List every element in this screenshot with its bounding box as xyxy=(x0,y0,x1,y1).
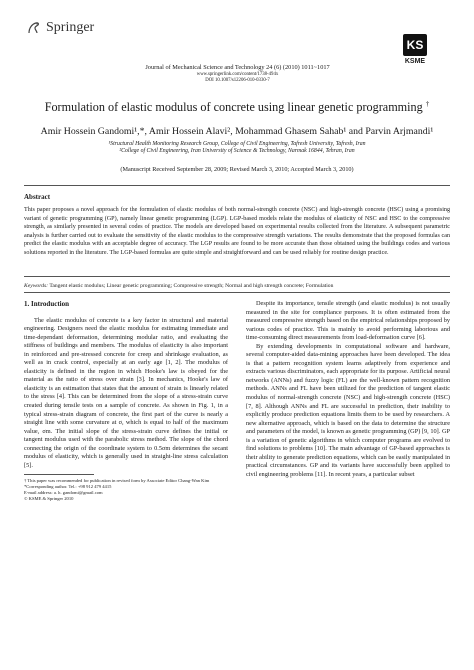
abstract-heading: Abstract xyxy=(24,193,51,201)
right-column xyxy=(246,300,450,479)
society-logo xyxy=(400,34,430,65)
paper-title-text: Formulation of elastic modulus of concrete using linear genetic programming xyxy=(44,100,423,115)
publisher-logo xyxy=(26,20,94,36)
journal-line: Journal of Mechanical Science and Technology 24 (6) (2010) 1011~1017 xyxy=(145,64,330,71)
left-column xyxy=(24,292,228,502)
keywords-label: Keywords: xyxy=(24,283,49,289)
journal-info xyxy=(110,64,365,84)
springer-horse-icon xyxy=(26,20,42,36)
paper-title xyxy=(20,97,454,115)
intro-paragraph-1: The elastic modulus of concrete is a key factor in structural and material engineering. Designers need the elastic modulus for estimating immediate and time-dependant deformation, determining modular ratio, and evaluating the stiffness of buildings and members. The modulus of elasticity is also important in reinforced and pre-stressed concrete for creep and shrinkage evaluation, as well as in crack control, especially at an early age [1, 2]. The modulus of elasticity is defined in the region in which Hooke's law is obeyed for the material as the ratio of stress over strain [3]. In mechanics, Hooke's law of elasticity is an estimation that states that the amount of strain is linearly related to the stress [4]. This can be determined from the slope of a stress-strain curve created during tensile tests on a sample of concrete. As shown in Fig. 1, in a typical stress-strain diagram of concrete, the first part of the curve is nearly a straight line with some curvature at σ, which is equal to half of the maximum value, σm. The initial slope of the stress-strain curve defines the initial or tangent modulus used with the parabolic stress method. The slope of the chord connecting the origin of the coordinate system to 0.5σm determines the secant modulus of elasticity, which is generally used in straight-line stress calculation [5]. xyxy=(24,316,228,469)
intro-paragraph-2: Despite its importance, tensile strength (and elastic modulus) is not usually measured in the site for compliance purposes. It is often estimated from the measured compressive strength based on the empirical relationships proposed by various codes of practice. This is mainly to avoid performing laborious and time-consuming direct measurements from load-deformation curve [6]. xyxy=(246,300,450,342)
footnote-email: E-mail address: a. h. gandomi@gmail.com xyxy=(24,490,103,496)
footnote-recommendation: † This paper was recommended for publication in revised form by Associate Editor Chang-Wan Kim xyxy=(24,478,210,484)
footnote-corresponding: *Corresponding author. Tel.: +98 912 479 4415 xyxy=(24,484,112,490)
page-header xyxy=(0,0,474,83)
publisher-name: Springer xyxy=(46,20,95,35)
divider-top xyxy=(24,185,450,186)
title-footnote-mark: † xyxy=(425,100,430,108)
intro-paragraph-3: By extending developments in computational software and hardware, several computer-aided data-mining approaches have been developed. The idea is that a pattern recognition system learns adaptively from experience and extracts various discriminators, each appropriate for its purpose. Artificial neural networks (ANNs) and fuzzy logic (FL) are the well-known pattern recognition methods. ANNs and FL have been utilized for the prediction of tangent elastic modulus of normal-strength concrete (NSC) and high-strength concrete (HSC) [7, 8]. Although ANNs and FL are successful in prediction, their inability to explicitly produce prediction equations limits them to be used by researchers. A new alternative approach, which is based on the data to determine the structure and parameters of the model, is known as genetic programming (GP) [9, 10]. GP is a variation of genetic algorithms in which computer programs are evolved to find solutions to problems [10]. The main advantage of GP-based approaches is their ability to generate prediction equations, which can be easily manipulated in practical circumstances. GP and its variants have successfully been applied to civil engineering problems [11]. In recent years, a particular subset xyxy=(246,342,450,478)
affiliation-2: ²College of Civil Engineering, Iran University of Science & Technology, Narmak 16844, Tehran, Iran xyxy=(119,148,355,155)
journal-url: www.springerlink.com/content/1738-494x xyxy=(196,72,279,77)
section-heading-introduction: 1. Introduction xyxy=(24,300,69,308)
keywords-line xyxy=(24,283,450,289)
ksme-mark-icon: KS xyxy=(403,34,427,56)
keywords-text: Tangent elastic modulus; Linear genetic programming; Compressive strength; Normal and high strength concrete; Formulation xyxy=(49,283,334,289)
manuscript-dates: (Manuscript Received September 28, 2009; Revised March 3, 2010; Accepted March 3, 2010) xyxy=(120,166,354,173)
affiliations xyxy=(20,141,454,156)
footnote-divider xyxy=(24,474,94,475)
affiliation-1: ¹Structural Health Monitoring Research Group, College of Civil Engineering, Tafresh University, Tafresh, Iran xyxy=(108,141,366,147)
divider-abstract-top xyxy=(24,276,450,277)
society-name: KSME xyxy=(404,58,426,65)
author-list: Amir Hossein Gandomi¹,*, Amir Hossein Alavi², Mohammad Ghasem Sahab¹ and Parvin Arjmandi¹ xyxy=(40,126,434,137)
footnote-copyright: © KSME & Springer 2010 xyxy=(24,496,74,502)
journal-doi: DOI 10.1007/s12206-010-0330-7 xyxy=(205,78,270,83)
abstract-text: This paper proposes a novel approach for the formulation of elastic modulus of both normal-strength concrete (NSC) and high-strength concrete (HSC) using a promising variant of genetic programming (GP), namely linear genetic programming (LGP). LGP-based models relate the modulus of elasticity of NSC and HSC to the compressive strength, as similarly presented in several codes of practice. The models are developed based on experimental results collected from the literature. A subsequent parametric analysis is further carried out to evaluate the sensitivity of the elastic modulus to the compressive strength variations. The results demonstrate that the proposed formulas can predict the elastic modulus with an acceptable degree of accuracy. The LGP results are found to be more accurate than those obtained using the buildings codes and various solutions reported in the literature. The LGP-based formulas are quite simple and straightforward and can be used reliably for routine design practice. xyxy=(24,207,450,256)
